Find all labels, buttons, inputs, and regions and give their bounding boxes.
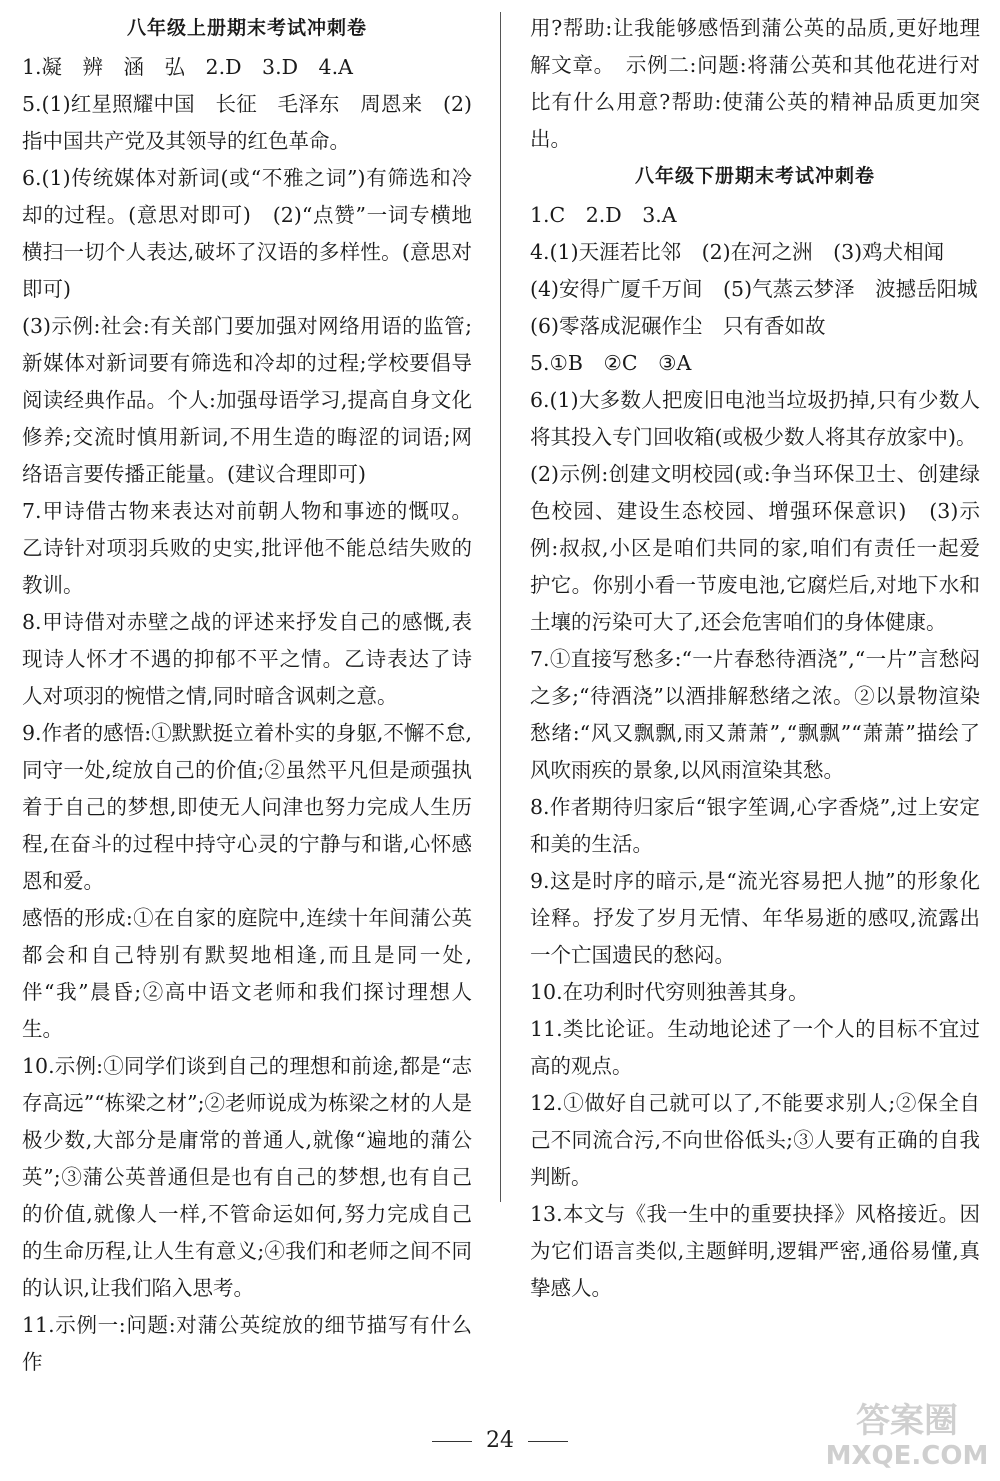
continued-paragraph: 用?帮助:让我能够感悟到蒲公英的品质,更好地理解文章。 示例二:问题:将蒲公英和其他花进行对比有什么用意?帮助:使蒲公英的精神品质更加突出。 (530, 16, 980, 151)
answer-paragraph: 8.作者期待归家后“银字笙调,心字香烧”,过上安定和美的生活。 (530, 795, 980, 856)
answer-paragraph: 6.(1)大多数人把废旧电池当垃圾扔掉,只有少数人将其投入专门回收箱(或极少数人将其存放家中)。 (530, 388, 980, 449)
answer-paragraph: 6.(1)传统媒体对新词(或“不雅之词”)有筛选和冷却的过程。(意思对即可) (2)“点赞”一词专横地横扫一切个人表达,破坏了汉语的多样性。(意思对即可) (22, 166, 472, 301)
right-column (530, 10, 980, 1307)
answer-paragraph: 10.在功利时代穷则独善其身。 (530, 980, 809, 1004)
answer-paragraph: 7.甲诗借古物来表达对前朝人物和事迹的慨叹。乙诗针对项羽兵败的史实,批评他不能总结失败的教训。 (22, 499, 472, 597)
answer-paragraph: 1.C 2.D 3.A (530, 203, 677, 227)
watermark-logo (822, 1392, 992, 1472)
answer-paragraph: 感悟的形成:①在自家的庭院中,连续十年间蒲公英都会和自己特别有默契地相逢,而且是同一处,伴“我”晨昏;②高中语文老师和我们探讨理想人生。 (22, 906, 472, 1041)
page-number: 24 (486, 1428, 514, 1453)
answer-paragraph: 5.①B ②C ③A (530, 351, 692, 375)
answer-paragraph: 13.本文与《我一生中的重要抉择》风格接近。因为它们语言类似,主题鲜明,逻辑严密,通俗易懂,真挚感人。 (530, 1202, 980, 1300)
section-heading-grade8-first-term: 八年级上册期末考试冲刺卷 (126, 17, 367, 39)
answer-paragraph: 9.作者的感悟:①默默挺立着朴实的身躯,不懈不怠,同守一处,绽放自己的价值;②虽然平凡但是顽强执着于自己的梦想,即使无人问津也努力完成人生历程,在奋斗的过程中持守心灵的宁静与和谐,心怀感恩和爱。 (22, 721, 472, 893)
answer-paragraph: (6)零落成泥碾作尘 只有香如故 (530, 314, 826, 338)
footer-dash-right (528, 1441, 568, 1442)
answer-paragraph: 4.(1)天涯若比邻 (2)在河之洲 (3)鸡犬相闻 (530, 240, 945, 264)
answer-paragraph: 11.类比论证。生动地论述了一个人的目标不宜过高的观点。 (530, 1017, 980, 1078)
watermark-text-bottom: MXQE.COM (825, 1441, 989, 1471)
watermark-text-top: 答案圈 (856, 1401, 958, 1441)
section-heading-grade8-second-term: 八年级下册期末考试冲刺卷 (634, 165, 875, 187)
answer-paragraph: 1.凝 辨 涵 弘 2.D 3.D 4.A (22, 55, 353, 79)
left-column (22, 10, 472, 1381)
answer-paragraph: (2)示例:创建文明校园(或:争当环保卫士、创建绿色校园、建设生态校园、增强环保意识) (3)示例:叔叔,小区是咱们共同的家,咱们有责任一起爱护它。你别小看一节废电池,它腐烂后,对地下水和土壤的污染可大了,还会危害咱们的身体健康。 (530, 462, 980, 634)
column-divider (500, 12, 501, 1202)
answer-paragraph: 8.甲诗借对赤壁之战的评述来抒发自己的感慨,表现诗人怀才不遇的抑郁不平之情。乙诗表达了诗人对项羽的惋惜之情,同时暗含讽刺之意。 (22, 610, 472, 708)
answer-paragraph: (3)示例:社会:有关部门要加强对网络用语的监管;新媒体对新词要有筛选和冷却的过程;学校要倡导阅读经典作品。个人:加强母语学习,提高自身文化修养;交流时慎用新词,不用生造的晦涩的词语;网络语言要传播正能量。(建议合理即可) (22, 314, 472, 486)
footer-dash-left (432, 1441, 472, 1442)
answer-paragraph: 7.①直接写愁多:“一片春愁待酒浇”,“一片”言愁闷之多;“待酒浇”以酒排解愁绪之浓。②以景物渲染愁绪:“风又飘飘,雨又萧萧”,“飘飘”“萧萧”描绘了风吹雨疾的景象,以风雨渲染其愁。 (530, 647, 980, 782)
answer-paragraph: (4)安得广厦千万间 (5)气蒸云梦泽 波撼岳阳城 (530, 277, 978, 301)
answer-paragraph: 9.这是时序的暗示,是“流光容易把人抛”的形象化诠释。抒发了岁月无情、年华易逝的感叹,流露出一个亡国遗民的愁闷。 (530, 869, 980, 967)
answer-paragraph: 10.示例:①同学们谈到自己的理想和前途,都是“志存高远”“栋梁之材”;②老师说成为栋梁之材的人是极少数,大部分是庸常的普通人,就像“遍地的蒲公英”;③蒲公英普通但是也有自己的梦想,也有自己的价值,就像人一样,不管命运如何,努力完成自己的生命历程,让人生有意义;④我们和老师之间不同的认识,让我们陷入思考。 (22, 1054, 472, 1300)
answer-paragraph: 12.①做好自己就可以了,不能要求别人;②保全自己不同流合污,不向世俗低头;③人要有正确的自我判断。 (530, 1091, 980, 1189)
answer-paragraph: 11.示例一:问题:对蒲公英绽放的细节描写有什么作 (22, 1313, 472, 1374)
answer-paragraph: 5.(1)红星照耀中国 长征 毛泽东 周恩来 (2)指中国共产党及其领导的红色革命。 (22, 92, 472, 153)
